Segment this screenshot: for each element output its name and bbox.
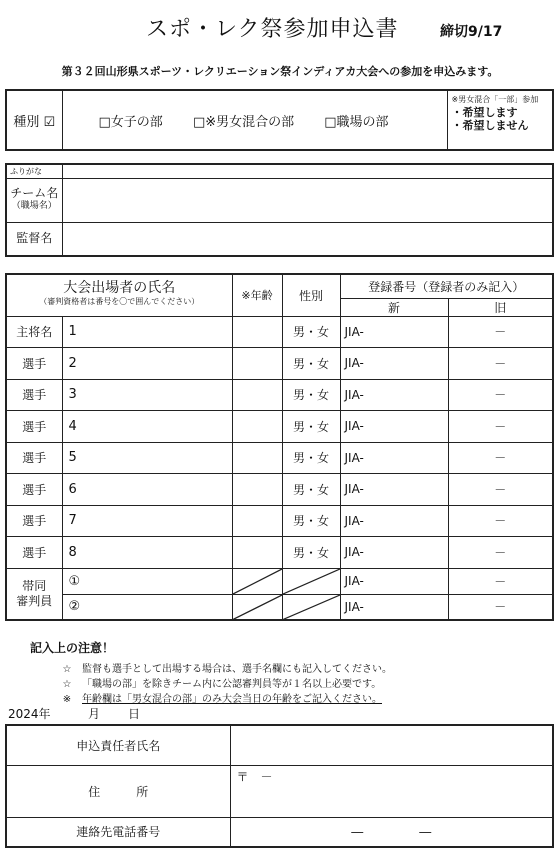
player-role: 選手 (6, 379, 62, 411)
player-age-field[interactable] (232, 474, 282, 506)
note-title: ※男女混合「一部」参加 (451, 95, 539, 104)
instruction-item (30, 690, 550, 705)
category-options (62, 90, 447, 150)
team-name-label (6, 178, 62, 222)
referee-reg-old-field[interactable]: － (448, 568, 553, 594)
applicant-name-label: 申込責任者氏名 (6, 725, 230, 765)
team-table (5, 163, 554, 257)
player-sex-field[interactable]: 男・女 (282, 348, 340, 380)
instruction-mark: ※ (62, 694, 72, 705)
option-mixed-checkbox[interactable]: □※男女混合の部 (192, 114, 295, 130)
player-name-field[interactable]: 2 (62, 348, 232, 380)
referee-age-disabled (232, 568, 282, 594)
instructions-section (30, 639, 550, 705)
mixed-partial-note (447, 90, 553, 150)
referee-reg-new-field[interactable]: JIA- (340, 594, 448, 620)
player-reg-new-field[interactable]: JIA- (340, 411, 448, 443)
diagonal-slash-icon (283, 595, 340, 620)
player-age-field[interactable] (232, 379, 282, 411)
player-role: 選手 (6, 474, 62, 506)
player-row (6, 348, 553, 380)
referee-age-disabled (232, 594, 282, 620)
player-name-header (6, 274, 232, 316)
referee-sex-disabled (282, 568, 340, 594)
player-reg-old-field[interactable]: － (448, 379, 553, 411)
player-reg-old-field[interactable]: － (448, 474, 553, 506)
player-row (6, 442, 553, 474)
player-sex-field[interactable]: 男・女 (282, 442, 340, 474)
date-month: 月 (88, 707, 101, 721)
option-workplace-checkbox[interactable]: □職場の部 (324, 114, 389, 130)
player-name-field[interactable]: 1 (62, 316, 232, 348)
coach-field[interactable] (62, 222, 553, 256)
form-title: スポ・レク祭参加申込書 (146, 17, 399, 42)
player-row (6, 411, 553, 443)
deadline-label: 締切9/17 (440, 24, 503, 40)
referee-reg-old-field[interactable]: － (448, 594, 553, 620)
player-reg-old-field[interactable]: － (448, 505, 553, 537)
player-name-field[interactable]: 4 (62, 411, 232, 443)
player-reg-new-field[interactable]: JIA- (340, 537, 448, 569)
instruction-item (30, 675, 550, 690)
instruction-text: 「職場の部」を除きチーム内に公認審判員等が１名以上必要です。 (82, 679, 382, 690)
player-reg-old-field[interactable]: － (448, 537, 553, 569)
player-reg-old-field[interactable]: － (448, 442, 553, 474)
player-age-field[interactable] (232, 411, 282, 443)
player-role: 選手 (6, 442, 62, 474)
player-name-header-sub: （審判資格者は番号を〇で囲んでください） (39, 297, 200, 307)
option-women-checkbox[interactable]: □女子の部 (98, 114, 163, 130)
player-name-field[interactable]: 5 (62, 442, 232, 474)
registration-header: 登録番号（登録者のみ記入） (340, 274, 553, 298)
team-name-label-text: チーム名 (10, 186, 59, 200)
note-no-option[interactable]: ・希望しません (451, 119, 529, 132)
player-age-field[interactable] (232, 537, 282, 569)
instruction-text: 年齢欄は「男女混合の部」のみ大会当日の年齢をご記入ください。 (82, 694, 382, 705)
instructions-title: 記入上の注意！ (30, 641, 115, 655)
address-label: 住 所 (6, 765, 230, 817)
referee-sex-disabled (282, 594, 340, 620)
age-header: ※年齢 (232, 274, 282, 316)
player-row (6, 505, 553, 537)
form-header (0, 0, 560, 52)
referee-role-line2: 審判員 (16, 593, 53, 608)
registration-new-header: 新 (340, 298, 448, 316)
player-row (6, 316, 553, 348)
form-subtitle: 第３２回山形県スポーツ・レクリエーション祭インディアカ大会への参加を申込みます。 (61, 65, 499, 78)
furigana-field[interactable] (62, 164, 553, 178)
player-age-field[interactable] (232, 348, 282, 380)
phone-label: 連絡先電話番号 (6, 817, 230, 847)
diagonal-slash-icon (233, 595, 282, 620)
player-name-field[interactable]: 3 (62, 379, 232, 411)
referee-role-cell (6, 568, 62, 620)
player-row (6, 474, 553, 506)
date-day: 日 (128, 707, 141, 721)
instruction-text: 監督も選手として出場する場合は、選手名欄にも記入してください。 (82, 664, 392, 675)
player-reg-old-field[interactable]: － (448, 411, 553, 443)
applicant-table (5, 724, 554, 848)
player-age-field[interactable] (232, 316, 282, 348)
player-row (6, 379, 553, 411)
player-age-field[interactable] (232, 442, 282, 474)
date-line (8, 705, 140, 722)
player-row (6, 537, 553, 569)
coach-label: 監督名 (6, 222, 62, 256)
player-sex-field[interactable]: 男・女 (282, 537, 340, 569)
team-name-sub-label: （職場名） (11, 201, 57, 211)
date-year: 2024年 (8, 707, 51, 721)
player-sex-field[interactable]: 男・女 (282, 505, 340, 537)
player-reg-old-field[interactable]: － (448, 316, 553, 348)
player-role: 選手 (6, 505, 62, 537)
player-reg-old-field[interactable]: － (448, 348, 553, 380)
note-yes-option[interactable]: ・希望します (451, 106, 518, 119)
player-sex-field[interactable]: 男・女 (282, 316, 340, 348)
player-name-field[interactable]: 6 (62, 474, 232, 506)
category-table (5, 89, 554, 151)
phone-field[interactable]: ―― (230, 817, 553, 847)
instruction-item (30, 660, 550, 675)
player-role: 選手 (6, 411, 62, 443)
team-name-field[interactable] (62, 178, 553, 222)
diagonal-slash-icon (233, 569, 282, 594)
player-reg-new-field[interactable]: JIA- (340, 348, 448, 380)
referee-role-line1: 帯同 (22, 578, 47, 593)
player-sex-field[interactable]: 男・女 (282, 379, 340, 411)
player-name-field[interactable]: 7 (62, 505, 232, 537)
player-reg-new-field[interactable]: JIA- (340, 316, 448, 348)
address-field[interactable]: 〒 － (230, 765, 553, 817)
player-reg-new-field[interactable]: JIA- (340, 379, 448, 411)
applicant-name-field[interactable] (230, 725, 553, 765)
players-table (5, 273, 554, 621)
player-role: 主将名 (6, 316, 62, 348)
player-age-field[interactable] (232, 505, 282, 537)
player-name-field[interactable]: 8 (62, 537, 232, 569)
player-reg-new-field[interactable]: JIA- (340, 442, 448, 474)
player-reg-new-field[interactable]: JIA- (340, 505, 448, 537)
sex-header: 性別 (282, 274, 340, 316)
player-sex-field[interactable]: 男・女 (282, 411, 340, 443)
player-role: 選手 (6, 348, 62, 380)
furigana-label: ふりがな (6, 164, 62, 178)
instruction-mark: ☆ (62, 664, 72, 675)
category-label: 種別 ☑ (6, 90, 62, 150)
player-reg-new-field[interactable]: JIA- (340, 474, 448, 506)
referee-reg-new-field[interactable]: JIA- (340, 568, 448, 594)
diagonal-slash-icon (283, 569, 340, 594)
player-name-header-text: 大会出場者の氏名 (63, 280, 176, 297)
player-sex-field[interactable]: 男・女 (282, 474, 340, 506)
referee-name-field[interactable]: ② (62, 594, 232, 620)
registration-old-header: 旧 (448, 298, 553, 316)
referee-name-field[interactable]: ① (62, 568, 232, 594)
player-role: 選手 (6, 537, 62, 569)
instruction-mark: ☆ (62, 679, 72, 690)
